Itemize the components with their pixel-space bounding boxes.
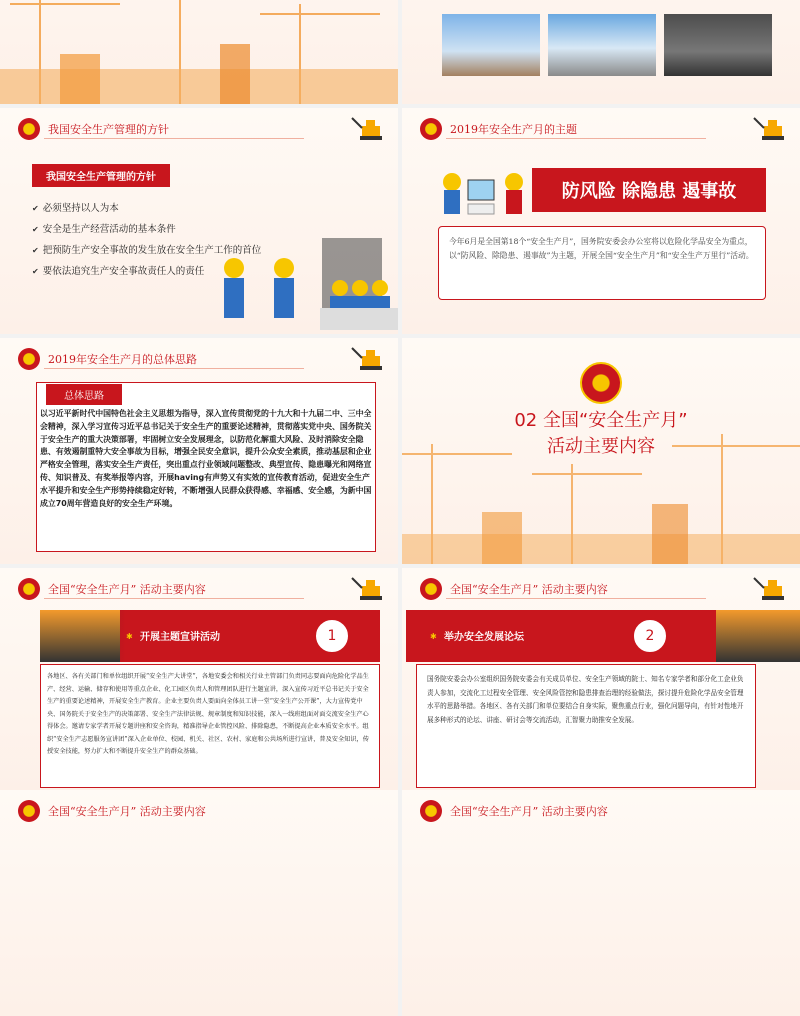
slide-title: 全国“安全生产月” 活动主要内容 [48, 583, 206, 596]
safety-badge-icon [420, 578, 442, 600]
list-item: ✔ 必须坚持以人为本 [32, 200, 282, 214]
slide-5[interactable] [0, 338, 398, 564]
slide-header [402, 798, 800, 824]
section-tag-wrap [46, 384, 122, 405]
list-item: ✔ 要依法追究生产安全事故责任人的责任 [32, 263, 282, 277]
theme-description: 今年6月是全国第18个“安全生产月”，国务院安委会办公室将以危险化学品安全为重点，以“防风险、除隐患、遏事故”为主题，开展全国“安全生产月”和“安全生产万里行”活动。 [449, 237, 754, 260]
header-underline [44, 598, 304, 599]
slide-9[interactable] [0, 790, 398, 1016]
slide-4[interactable] [402, 108, 800, 334]
slide-title: 2019年安全生产月的总体思路 [48, 353, 197, 366]
bullet-icon: ✱ [126, 632, 133, 641]
excavator-icon [348, 114, 388, 142]
header-underline [446, 598, 706, 599]
slide-3[interactable] [0, 108, 398, 334]
topic-description-box [40, 664, 380, 788]
excavator-icon [348, 574, 388, 602]
safety-badge-icon [18, 800, 40, 822]
slogan-text: 防风险 除隐患 遏事故 [561, 181, 737, 202]
slide-header [0, 798, 398, 824]
slide-title: 全国“安全生产月” 活动主要内容 [450, 583, 608, 596]
slide-6[interactable] [402, 338, 800, 564]
slide-title: 全国“安全生产月” 活动主要内容 [450, 805, 608, 818]
photo-workers [664, 14, 772, 76]
list-item: ✔ 安全是生产经营活动的基本条件 [32, 221, 282, 235]
safety-badge-icon [18, 348, 40, 370]
slogan-banner [532, 168, 766, 212]
section-title-line1: 02 全国“安全生产月” [514, 410, 688, 431]
slide-10[interactable] [402, 790, 800, 1016]
safety-badge-icon [18, 578, 40, 600]
photo-crane [548, 14, 656, 76]
section-title [402, 408, 800, 460]
slide-title: 我国安全生产管理的方针 [48, 123, 169, 136]
slide-1[interactable] [0, 0, 398, 104]
excavator-icon [348, 344, 388, 372]
workers-computer-illustration [438, 168, 530, 218]
safety-badge-icon [420, 118, 442, 140]
workers-illustration [210, 228, 398, 334]
safety-badge-icon [420, 800, 442, 822]
theme-description-box [438, 226, 766, 300]
header-underline [44, 138, 304, 139]
excavator-icon [750, 114, 790, 142]
safety-badge-icon [18, 118, 40, 140]
slide-2[interactable] [402, 0, 800, 104]
slide-title: 全国“安全生产月” 活动主要内容 [48, 805, 206, 818]
topic-label: 开展主题宣讲活动 [140, 632, 220, 643]
section-tag: 总体思路 [46, 384, 122, 405]
photo-site-tools [442, 14, 540, 76]
worker-photo [716, 610, 800, 662]
overall-idea-text: 以习近平新时代中国特色社会主义思想为指导，深入宣传贯彻党的十九大和十九届二中、三中全会精神，深入学习宣传习近平总书记关于安全生产的重要论述精神，贯彻落实党中央、国务院关于安全生产的重大决策部署，牢固树立安全发展理念，以防范化解重大风险、及时消除安全隐患、有效遏制重特大安全事故为目标，增强全民安全意识，提升公众安全素质，推动基层和企业严格安全管理，落实安全生产责任，突出重点行业领域问题整改、典型宣传、隐患曝光和网络宣传、知识普及、有奖举报等内容，开展having有声势又有实效的宣传教育活动，促进安全生产水平提升和安全生产形势持续稳定好转，不断增强人民群众获得感、幸福感、安全感，为新中国成立70周年营造良好的安全生产环境。 [40, 409, 372, 508]
topic-number: 1 [314, 618, 350, 654]
slide-title: 2019年安全生产月的主题 [450, 123, 577, 136]
topic-description-box [416, 664, 756, 788]
topic-description: 各地区、各有关部门和单位组织开展“安全生产大讲堂”，各地安委会和相关行业主管部门负责同志要面向危险化学品生产、经营、运输、储存和使用等重点企业、化工园区负责人和管理团队进行主题宣讲，深入宣传习近平总书记关于安全生产的重要论述精神，开展安全生产教育。企业主要负责人要面向全体员工讲一堂“安全生产公开课”，大力宣传党中央、国务院关于安全生产的决策部署、安全生产法律法规、规章制度和知识技能，深入一线班组面对面交流安全生产心得体会。邀请专家学者开展专题讲座和安全咨询，精准指导企业管控风险、排除隐患，不断提高企业本质安全水平。组织“安全生产志愿服务宣讲团”深入企业单位、校园、机关、社区、农村、家庭和公共场所进行宣讲，普及安全知识，传授安全技能，努力扩大和不断提升安全生产的群众基础。 [47, 673, 369, 755]
slide-7[interactable] [0, 568, 398, 794]
section-tag-wrap [32, 164, 170, 187]
list-item: ✔ 把预防生产安全事故的发生放在安全生产工作的首位 [32, 242, 282, 256]
bullet-icon: ✱ [430, 632, 437, 641]
section-title-line2: 活动主要内容 [547, 436, 655, 457]
topic-description: 国务院安委会办公室组织国务院安委会有关成员单位、安全生产领域的院士、知名专家学者和部分化工企业负责人参加，交流化工过程安全管理、安全风险管控和隐患排查治理的经验做法，探讨提升危险化学品安全管理水平的思路举措。各地区、各有关部门和单位要结合自身实际，聚焦重点行业，强化问题导向，有针对性地开展多种形式的论坛、讲座、研讨会等交流活动，汇智聚力助推安全发展。 [427, 675, 744, 724]
slide-8[interactable] [402, 568, 800, 794]
topic-number: 2 [632, 618, 668, 654]
safety-emblem-icon [580, 362, 622, 404]
topic-label: 举办安全发展论坛 [444, 632, 524, 643]
header-underline [446, 138, 706, 139]
excavator-icon [750, 574, 790, 602]
construction-skyline-illustration [0, 0, 398, 104]
section-tag: 我国安全生产管理的方针 [32, 164, 170, 187]
worker-photo [40, 610, 120, 662]
header-underline [44, 368, 304, 369]
